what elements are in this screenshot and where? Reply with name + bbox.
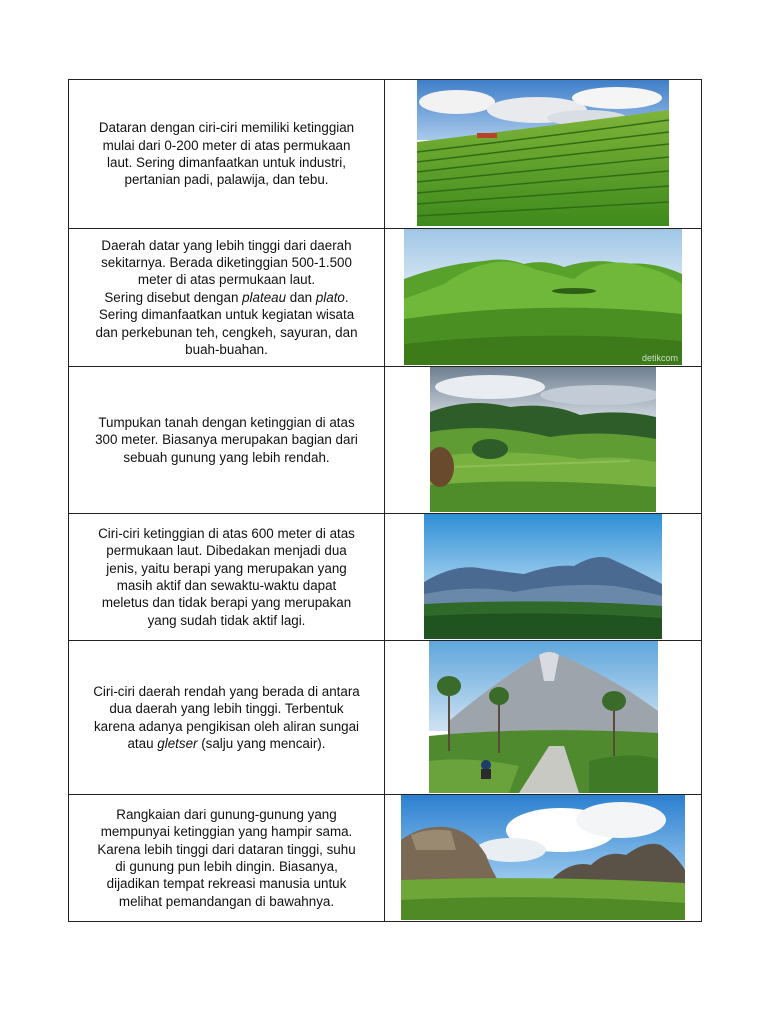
mountain-image xyxy=(424,514,662,639)
table-row xyxy=(69,795,702,922)
tea-plantation-image xyxy=(417,80,669,226)
description: Tumpukan tanah dengan ketinggian di atas 300 meter. Biasanya merupakan bagian dari sebuah gunung yang lebih rendah. xyxy=(95,414,358,465)
text-cell xyxy=(69,367,385,514)
plateau-image xyxy=(404,229,682,365)
description: Dataran dengan ciri-ciri memiliki ketinggian mulai dari 0-200 meter di atas permukaan laut. Sering dimanfaatkan untuk industri, pertanian padi, palawija, dan tebu. xyxy=(98,120,355,188)
table-row xyxy=(69,514,702,641)
text-cell xyxy=(69,641,385,795)
watermark: detikcom xyxy=(641,353,678,363)
landform-table xyxy=(68,79,702,922)
image-cell xyxy=(385,367,702,514)
text-cell xyxy=(69,80,385,229)
text-cell xyxy=(69,795,385,922)
description: Rangkaian dari gunung-gunung yang mempunyai ketinggian yang hampir sama. Karena lebih tinggi dari dataran tinggi, suhu di gunung pun lebih dingin. Biasanya, dijadikan tempat rekreasi manusia untuk melihat pemandangan di bawahnya. xyxy=(97,806,356,909)
hill-image xyxy=(430,367,656,512)
valley-image xyxy=(429,641,658,793)
description: Daerah datar yang lebih tinggi dari daerah sekitarnya. Berada diketinggian 500-1.500 meter di atas permukaan laut. Sering disebut dengan plateau dan plato. Sering dimanfaatkan untuk kegiatan wisata dan perkebunan teh, cengkeh, sayuran, dan buah-buahan. xyxy=(95,237,358,358)
mountain-range-image xyxy=(401,795,685,920)
text-cell xyxy=(69,514,385,641)
image-cell xyxy=(385,795,702,922)
table-row xyxy=(69,641,702,795)
image-cell xyxy=(385,514,702,641)
image-cell xyxy=(385,229,702,367)
text-cell xyxy=(69,229,385,367)
description: Ciri-ciri daerah rendah yang berada di antara dua daerah yang lebih tinggi. Terbentuk karena adanya pengikisan oleh aliran sungai atau gletser (salju yang mencair). xyxy=(93,683,360,751)
table-row xyxy=(69,229,702,367)
image-cell xyxy=(385,80,702,229)
image-cell xyxy=(385,641,702,795)
table-row xyxy=(69,367,702,514)
table-row xyxy=(69,80,702,229)
description: Ciri-ciri ketinggian di atas 600 meter di atas permukaan laut. Dibedakan menjadi dua jenis, yaitu berapi yang merupakan yang masih aktif dan sewaktu-waktu dapat meletus dan tidak berapi yang merupakan yang sudah tidak aktif lagi. xyxy=(98,525,355,628)
